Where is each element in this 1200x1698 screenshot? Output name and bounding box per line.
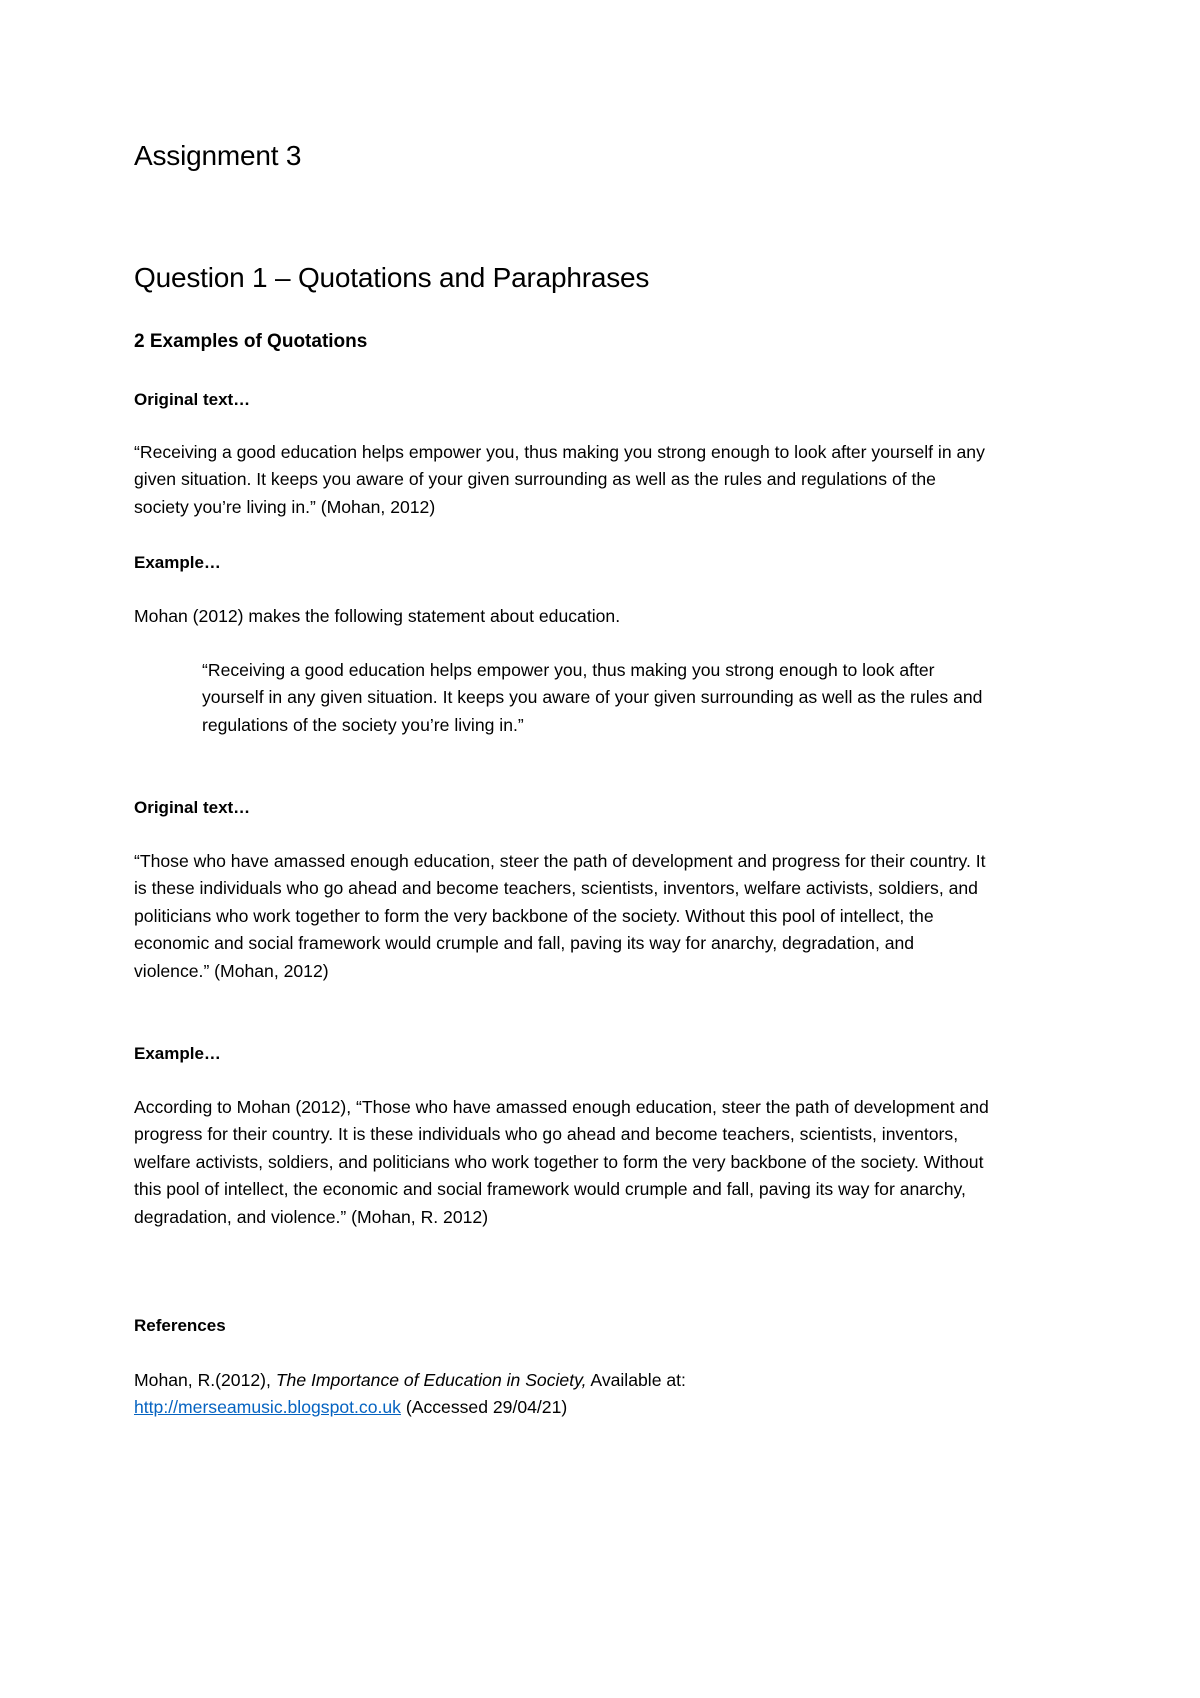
references-heading: References (134, 1316, 226, 1335)
reference-author-year: Mohan, R.(2012), (134, 1370, 276, 1390)
section-subheading: 2 Examples of Quotations (134, 331, 368, 352)
original-text-label-2: Original text… (134, 798, 251, 817)
reference-accessed: (Accessed 29/04/21) (400, 1397, 568, 1418)
reference-entry (134, 1367, 994, 1422)
reference-available: Available at: (586, 1370, 686, 1390)
question-heading: Question 1 – Quotations and Paraphrases (134, 262, 650, 293)
page-title: Assignment 3 (134, 140, 302, 171)
original-text-label-1: Original text… (134, 390, 251, 409)
reference-link[interactable]: http://merseamusic.blogspot.co.uk (134, 1397, 401, 1418)
reference-work-title: The Importance of Education in Society, (275, 1370, 587, 1390)
block-quote-1: “Receiving a good education helps empower you, thus making you strong enough to look after yourself in any given situation. It keeps you aware of your given surrounding as well as the rules and regulations of the society you’re living in.” (202, 660, 983, 735)
example-label-1: Example… (134, 553, 221, 572)
example-intro-1: Mohan (2012) makes the following statement about education. (134, 606, 621, 626)
original-text-1: “Receiving a good education helps empower you, thus making you strong enough to look after yourself in any given situation. It keeps you aware of your given surrounding as well as the rules and regulations of the society you’re living in.” (Mohan, 2012) (134, 442, 985, 517)
original-text-2: “Those who have amassed enough education, steer the path of development and progress for their country. It is these individuals who go ahead and become teachers, scientists, inventors, welfare activists, soldiers, and politicians who work together to form the very backbone of the society. Without this pool of intellect, the economic and social framework would crumple and fall, paving its way for anarchy, degradation, and violence.” (Mohan, 2012) (134, 851, 986, 981)
example-quote-2: According to Mohan (2012), “Those who have amassed enough education, steer the path of development and progress for their country. It is these individuals who go ahead and become teachers, scientists, inventors, welfare activists, soldiers, and politicians who work together to form the very backbone of the society. Without this pool of intellect, the economic and social framework would crumple and fall, paving its way for anarchy, degradation, and violence.” (Mohan, R. 2012) (134, 1097, 989, 1227)
example-label-2: Example… (134, 1044, 221, 1063)
